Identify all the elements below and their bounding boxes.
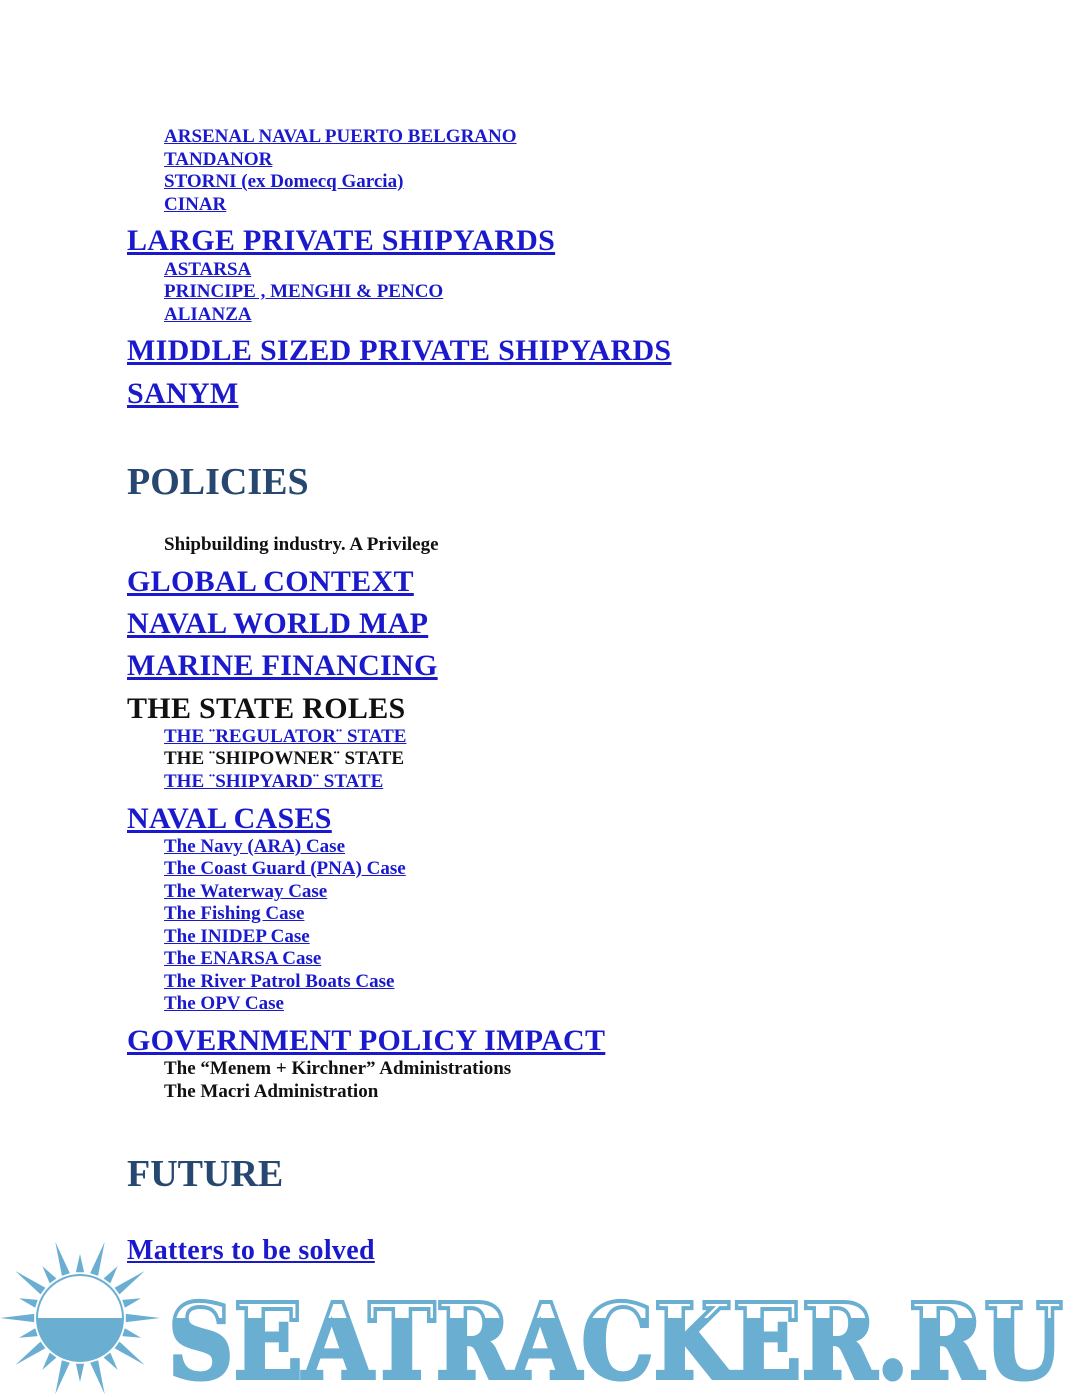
link-opv-case[interactable]: The OPV Case (164, 993, 284, 1014)
sun-ray (122, 1328, 141, 1338)
link-alianza[interactable]: ALIANZA (164, 304, 252, 325)
link-navy-ara-case[interactable]: The Navy (ARA) Case (164, 836, 346, 857)
text-shipowner-state: THE ¨SHIPOWNER¨ STATE (164, 748, 405, 769)
link-astarsa[interactable]: ASTARSA (164, 259, 252, 280)
sun-ray (19, 1328, 38, 1338)
link-river-patrol-boats-case[interactable]: The River Patrol Boats Case (164, 971, 395, 992)
sun-ray (15, 1271, 45, 1294)
sun-ray (42, 1353, 56, 1370)
link-waterway-case[interactable]: The Waterway Case (164, 881, 328, 902)
link-principe-menghi-penco[interactable]: PRINCIPE , MENGHI & PENCO (164, 281, 444, 302)
link-shipyard-state[interactable]: THE ¨SHIPYARD¨ STATE (164, 771, 384, 792)
link-government-policy-impact[interactable]: GOVERNMENT POLICY IMPACT (127, 1024, 606, 1057)
sun-ray (76, 1364, 84, 1382)
sun-ray (76, 1254, 84, 1272)
section-title-future: FUTURE (127, 1153, 284, 1195)
link-naval-cases[interactable]: NAVAL CASES (127, 802, 332, 835)
link-sanym[interactable]: SANYM (127, 377, 239, 410)
link-large-private-shipyards[interactable]: LARGE PRIVATE SHIPYARDS (127, 224, 556, 257)
link-fishing-case[interactable]: The Fishing Case (164, 903, 305, 924)
link-tandanor[interactable]: TANDANOR (164, 149, 273, 170)
link-regulator-state[interactable]: THE ¨REGULATOR¨ STATE (164, 726, 407, 747)
link-matters-to-be-solved[interactable]: Matters to be solved (127, 1235, 375, 1266)
link-naval-world-map[interactable]: NAVAL WORLD MAP (127, 607, 429, 640)
link-enarsa-case[interactable]: The ENARSA Case (164, 948, 322, 969)
sun-ray (115, 1342, 145, 1365)
sun-ray (55, 1360, 70, 1394)
link-arsenal-naval-puerto-belgrano[interactable]: ARSENAL NAVAL PUERTO BELGRANO (164, 126, 517, 147)
sun-ray (115, 1271, 145, 1294)
sun-ray (104, 1266, 118, 1283)
link-marine-financing[interactable]: MARINE FINANCING (127, 649, 438, 682)
sun-ray (19, 1298, 38, 1308)
sun-ray (0, 1314, 34, 1322)
sun-ray (90, 1360, 105, 1394)
link-cinar[interactable]: CINAR (164, 194, 227, 215)
sun-ray (55, 1242, 70, 1276)
sun-ray (15, 1342, 45, 1365)
link-middle-sized-private-shipyards[interactable]: MIDDLE SIZED PRIVATE SHIPYARDS (127, 334, 672, 367)
text-menem-kirchner-administrations: The “Menem + Kirchner” Administrations (164, 1058, 512, 1079)
sun-ray (104, 1353, 118, 1370)
link-coast-guard-pna-case[interactable]: The Coast Guard (PNA) Case (164, 858, 406, 879)
link-inidep-case[interactable]: The INIDEP Case (164, 926, 310, 947)
sun-ray (122, 1298, 141, 1308)
policies-intro: Shipbuilding industry. A Privilege (164, 534, 439, 555)
sun-ray (90, 1242, 105, 1276)
section-title-policies: POLICIES (127, 461, 309, 503)
sun-ray (126, 1314, 160, 1322)
text-macri-administration: The Macri Administration (164, 1081, 379, 1102)
link-global-context[interactable]: GLOBAL CONTEXT (127, 565, 414, 598)
link-storni[interactable]: STORNI (ex Domecq Garcia) (164, 171, 404, 192)
heading-state-roles: THE STATE ROLES (127, 692, 406, 725)
sun-ray (42, 1266, 56, 1283)
watermark-text: SEATRACKER.RU (168, 1280, 1063, 1397)
